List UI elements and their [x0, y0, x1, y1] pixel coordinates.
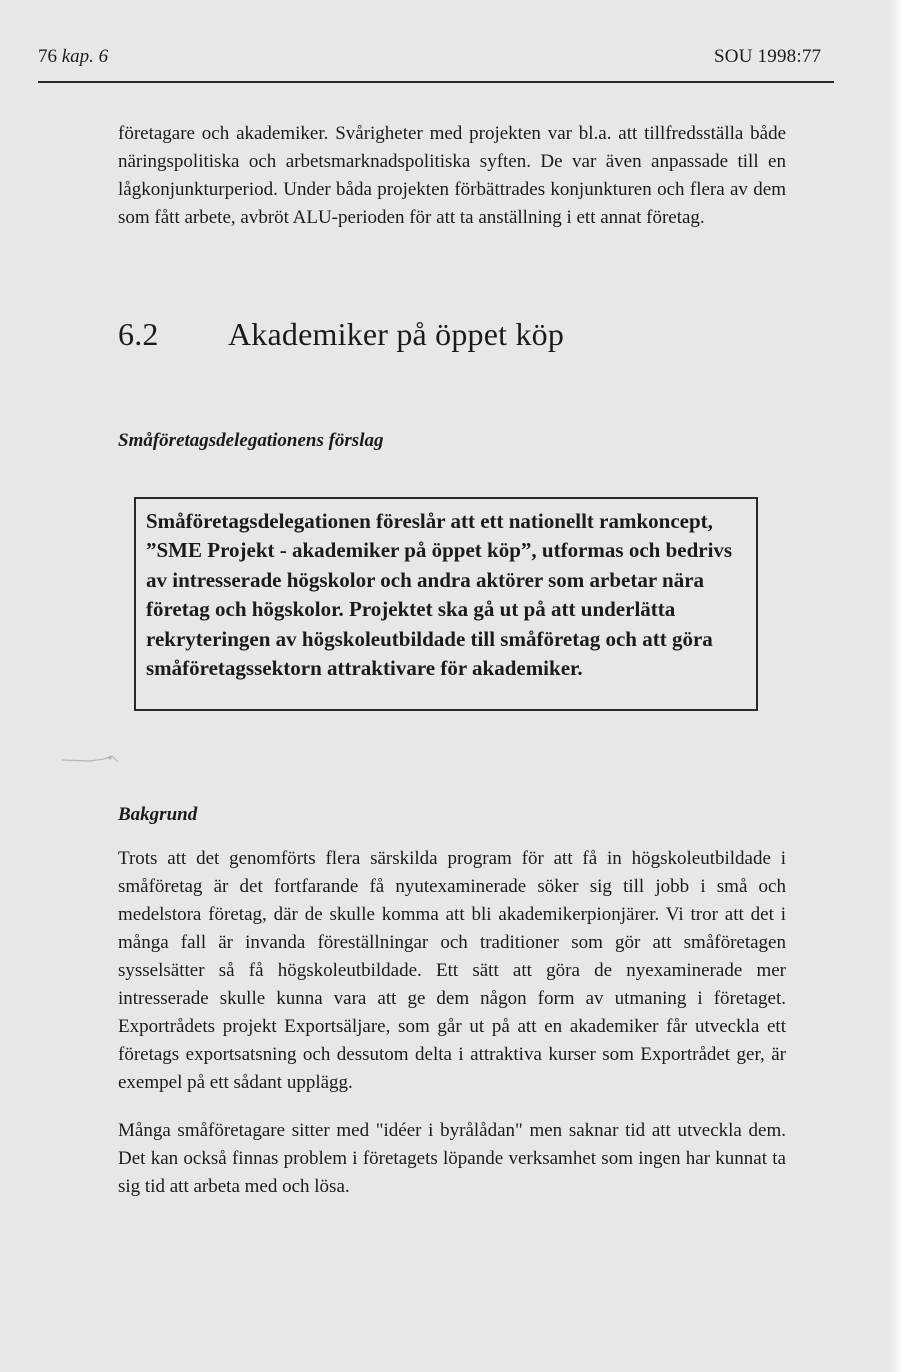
proposal-box [134, 497, 758, 711]
background-paragraph: Trots att det genomförts flera särskilda program för att få in högskoleutbildade i småföretag är det fortfarande få nyutexaminerade söker sig till jobb i små och medelstora företag, där de skulle komma att bli akademikerpionjärer. Vi tror att det i många fall är invanda föreställningar och traditioner som gör att småföretagen sysselsätter så få högskoleutbildade. Ett sätt att göra de nyexaminerade mer intresserade skulle kunna vara att ge dem någon form av utmaning i företaget. Exportrådets projekt Exportsäljare, som går ut på att en akademiker får utveckla ett företags exportsatsning och dessutom delta i attraktiva kurser som Exportrådet ger, är exempel på ett sådant upplägg. [118, 848, 786, 1093]
publication-id: SOU 1998:77 [714, 46, 822, 67]
intro-paragraph: företagare och akademiker. Svårigheter med projekten var bl.a. att tillfredsställa både näringspolitiska och arbetsmarknadspolitiska syften. De var även anpassade till en lågkonjunkturperiod. Under båda projekten förbättrades konjunkturen och flera av dem som fått arbete, avbröt ALU-perioden för att ta anställning i ett annat företag. [118, 123, 786, 228]
section-number: 6.2 [118, 316, 159, 352]
chapter-label: kap. 6 [61, 46, 109, 67]
page-number: 76 [38, 46, 57, 67]
page-edge [889, 0, 903, 1372]
background-heading: Bakgrund [118, 804, 198, 825]
running-header-left [38, 46, 108, 68]
section-heading [118, 316, 564, 353]
header-divider [38, 81, 834, 83]
scan-smudge [60, 752, 140, 766]
closing-paragraph: Många småföretagare sitter med "idéer i byrålådan" men saknar tid att utveckla dem. Det kan också finnas problem i företagets löpande verksamhet som ingen har kunnat ta sig tid att arbeta med och lösa. [118, 1120, 786, 1197]
section-title: Akademiker på öppet köp [228, 316, 565, 352]
proposal-text: Småföretagsdelegationen föreslår att ett nationellt ramkoncept, ”SME Projekt - akademiker på öppet köp”, utformas och bedrivs av intresserade högskolor och andra aktörer som arbetar nära företag och högskolor. Projektet ska gå ut på att underlätta rekryteringen av högskoleutbildade till småföretag och att göra småföretagssektorn attraktivare för akademiker. [146, 509, 733, 681]
proposal-heading: Småföretagsdelegationens förslag [118, 430, 384, 451]
